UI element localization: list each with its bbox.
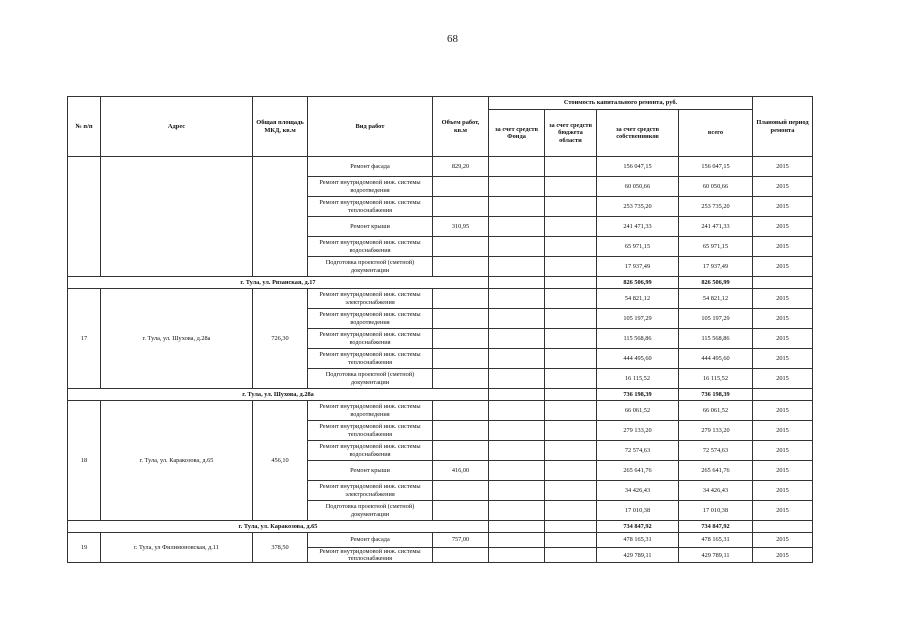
group-address: г. Тула, ул. Каракозова, д.65 [101, 401, 253, 521]
volume-cell [433, 349, 489, 369]
period-cell: 2015 [753, 309, 813, 329]
period-cell: 2015 [753, 401, 813, 421]
fund-cell [489, 197, 545, 217]
owners-cell: 105 197,29 [597, 309, 679, 329]
work-type-cell: Ремонт внутридомовой инж. системы водоснабжения [308, 329, 433, 349]
group-area: 456,10 [253, 401, 308, 521]
volume-cell: 310,95 [433, 217, 489, 237]
period-cell: 2015 [753, 177, 813, 197]
owners-cell: 65 971,15 [597, 237, 679, 257]
period-cell: 2015 [753, 257, 813, 277]
owners-cell: 241 471,33 [597, 217, 679, 237]
volume-cell [433, 177, 489, 197]
region-cell [545, 501, 597, 521]
period-cell: 2015 [753, 481, 813, 501]
fund-cell [489, 157, 545, 177]
region-cell [545, 349, 597, 369]
total-cell: 253 735,20 [679, 197, 753, 217]
total-cell: 265 641,76 [679, 461, 753, 481]
work-type-cell: Ремонт фасада [308, 533, 433, 548]
period-cell: 2015 [753, 157, 813, 177]
volume-cell [433, 369, 489, 389]
total-cell: 279 133,20 [679, 421, 753, 441]
fund-cell [489, 548, 545, 563]
subtotal-fund-cell [489, 389, 545, 401]
header-volume: Объем работ, кв.м [433, 97, 489, 157]
region-cell [545, 217, 597, 237]
owners-cell: 253 735,20 [597, 197, 679, 217]
fund-cell [489, 257, 545, 277]
subtotal-label: г. Тула, ул. Рязанская, д.17 [68, 277, 489, 289]
total-cell: 241 471,33 [679, 217, 753, 237]
owners-cell: 60 050,66 [597, 177, 679, 197]
volume-cell [433, 289, 489, 309]
header-num: № п/п [68, 97, 101, 157]
subtotal-region-cell [545, 521, 597, 533]
table-row [68, 289, 813, 309]
total-cell: 156 047,15 [679, 157, 753, 177]
work-type-cell: Подготовка проектной (сметной) документации [308, 501, 433, 521]
subtotal-period-cell [753, 521, 813, 533]
fund-cell [489, 441, 545, 461]
subtotal-region-cell [545, 277, 597, 289]
subtotal-owners: 826 506,99 [597, 277, 679, 289]
total-cell: 444 495,60 [679, 349, 753, 369]
work-type-cell: Подготовка проектной (сметной) документации [308, 257, 433, 277]
fund-cell [489, 349, 545, 369]
subtotal-fund-cell [489, 521, 545, 533]
header-period: Плановый период ремонта [753, 97, 813, 157]
period-cell: 2015 [753, 369, 813, 389]
period-cell: 2015 [753, 237, 813, 257]
work-type-cell: Ремонт внутридомовой инж. системы теплоснабжения [308, 548, 433, 563]
region-cell [545, 421, 597, 441]
subtotal-period-cell [753, 389, 813, 401]
period-cell: 2015 [753, 501, 813, 521]
region-cell [545, 548, 597, 563]
total-cell: 17 937,49 [679, 257, 753, 277]
volume-cell [433, 421, 489, 441]
fund-cell [489, 369, 545, 389]
subtotal-row [68, 521, 813, 533]
group-area: 378,50 [253, 533, 308, 563]
group-num [68, 157, 101, 277]
subtotal-label: г. Тула, ул. Каракозова, д.65 [68, 521, 489, 533]
table-row [68, 533, 813, 548]
work-type-cell: Ремонт крыши [308, 461, 433, 481]
owners-cell: 279 133,20 [597, 421, 679, 441]
total-cell: 66 061,52 [679, 401, 753, 421]
region-cell [545, 177, 597, 197]
region-cell [545, 257, 597, 277]
region-cell [545, 369, 597, 389]
subtotal-owners: 734 847,92 [597, 521, 679, 533]
fund-cell [489, 237, 545, 257]
owners-cell: 66 061,52 [597, 401, 679, 421]
subtotal-row [68, 389, 813, 401]
work-type-cell: Ремонт внутридомовой инж. системы водоотведения [308, 401, 433, 421]
owners-cell: 34 426,43 [597, 481, 679, 501]
group-num: 17 [68, 289, 101, 389]
group-address [101, 157, 253, 277]
group-num: 19 [68, 533, 101, 563]
header-owners: за счет средств собственников [597, 110, 679, 157]
period-cell: 2015 [753, 349, 813, 369]
owners-cell: 17 937,49 [597, 257, 679, 277]
volume-cell [433, 548, 489, 563]
volume-cell: 416,00 [433, 461, 489, 481]
region-cell [545, 481, 597, 501]
region-cell [545, 237, 597, 257]
owners-cell: 115 568,86 [597, 329, 679, 349]
fund-cell [489, 177, 545, 197]
fund-cell [489, 309, 545, 329]
work-type-cell: Ремонт крыши [308, 217, 433, 237]
region-cell [545, 401, 597, 421]
work-type-cell: Ремонт внутридомовой инж. системы водоотведения [308, 309, 433, 329]
table-body [68, 157, 813, 563]
subtotal-owners: 736 198,39 [597, 389, 679, 401]
group-address: г. Тула, ул. Шухова, д.28а [101, 289, 253, 389]
region-cell [545, 533, 597, 548]
total-cell: 429 789,11 [679, 548, 753, 563]
total-cell: 60 050,66 [679, 177, 753, 197]
work-type-cell: Ремонт внутридомовой инж. системы электроснабжения [308, 481, 433, 501]
fund-cell [489, 217, 545, 237]
volume-cell [433, 257, 489, 277]
owners-cell: 72 574,63 [597, 441, 679, 461]
region-cell [545, 441, 597, 461]
table-header [68, 97, 813, 157]
period-cell: 2015 [753, 289, 813, 309]
fund-cell [489, 401, 545, 421]
total-cell: 16 115,52 [679, 369, 753, 389]
work-type-cell: Ремонт внутридомовой инж. системы теплоснабжения [308, 349, 433, 369]
subtotal-fund-cell [489, 277, 545, 289]
period-cell: 2015 [753, 421, 813, 441]
group-area: 726,30 [253, 289, 308, 389]
volume-cell [433, 501, 489, 521]
group-area [253, 157, 308, 277]
owners-cell: 54 821,12 [597, 289, 679, 309]
owners-cell: 156 047,15 [597, 157, 679, 177]
volume-cell: 829,20 [433, 157, 489, 177]
fund-cell [489, 289, 545, 309]
work-type-cell: Ремонт внутридомовой инж. системы теплоснабжения [308, 421, 433, 441]
subtotal-total: 734 847,92 [679, 521, 753, 533]
fund-cell [489, 461, 545, 481]
table-row [68, 157, 813, 177]
header-work-type: Вид работ [308, 97, 433, 157]
region-cell [545, 461, 597, 481]
owners-cell: 16 115,52 [597, 369, 679, 389]
header-fund: за счет средств Фонда [489, 110, 545, 157]
fund-cell [489, 501, 545, 521]
work-type-cell: Ремонт внутридомовой инж. системы электроснабжения [308, 289, 433, 309]
period-cell: 2015 [753, 217, 813, 237]
page-number: 68 [447, 33, 458, 45]
header-region: за счет средств бюджета области [545, 110, 597, 157]
header-cost-group: Стоимость капитального ремонта, руб. [489, 97, 753, 110]
volume-cell [433, 197, 489, 217]
owners-cell: 478 165,31 [597, 533, 679, 548]
fund-cell [489, 421, 545, 441]
volume-cell [433, 309, 489, 329]
period-cell: 2015 [753, 533, 813, 548]
period-cell: 2015 [753, 441, 813, 461]
owners-cell: 429 789,11 [597, 548, 679, 563]
work-type-cell: Ремонт внутридомовой инж. системы водоснабжения [308, 237, 433, 257]
total-cell: 54 821,12 [679, 289, 753, 309]
region-cell [545, 197, 597, 217]
total-cell: 34 426,43 [679, 481, 753, 501]
total-cell: 72 574,63 [679, 441, 753, 461]
total-cell: 115 568,86 [679, 329, 753, 349]
group-num: 18 [68, 401, 101, 521]
owners-cell: 265 641,76 [597, 461, 679, 481]
volume-cell [433, 401, 489, 421]
region-cell [545, 309, 597, 329]
fund-cell [489, 329, 545, 349]
work-type-cell: Подготовка проектной (сметной) документации [308, 369, 433, 389]
subtotal-label: г. Тула, ул. Шухова, д.28а [68, 389, 489, 401]
total-cell: 17 010,38 [679, 501, 753, 521]
total-cell: 478 165,31 [679, 533, 753, 548]
region-cell [545, 157, 597, 177]
work-type-cell: Ремонт внутридомовой инж. системы водоотведения [308, 177, 433, 197]
owners-cell: 444 495,60 [597, 349, 679, 369]
volume-cell [433, 481, 489, 501]
subtotal-region-cell [545, 389, 597, 401]
volume-cell [433, 237, 489, 257]
repair-cost-table [67, 96, 813, 563]
owners-cell: 17 010,38 [597, 501, 679, 521]
region-cell [545, 329, 597, 349]
period-cell: 2015 [753, 329, 813, 349]
volume-cell [433, 441, 489, 461]
header-total: всего [679, 110, 753, 157]
subtotal-total: 736 198,39 [679, 389, 753, 401]
period-cell: 2015 [753, 197, 813, 217]
subtotal-row [68, 277, 813, 289]
total-cell: 105 197,29 [679, 309, 753, 329]
volume-cell [433, 329, 489, 349]
volume-cell: 757,00 [433, 533, 489, 548]
work-type-cell: Ремонт внутридомовой инж. системы водоснабжения [308, 441, 433, 461]
group-address: г. Тула, ул Филимоновская, д.11 [101, 533, 253, 563]
header-area: Общая площадь МКД, кв.м [253, 97, 308, 157]
fund-cell [489, 481, 545, 501]
period-cell: 2015 [753, 461, 813, 481]
work-type-cell: Ремонт фасада [308, 157, 433, 177]
period-cell: 2015 [753, 548, 813, 563]
region-cell [545, 289, 597, 309]
header-address: Адрес [101, 97, 253, 157]
work-type-cell: Ремонт внутридомовой инж. системы теплоснабжения [308, 197, 433, 217]
table-row [68, 401, 813, 421]
total-cell: 65 971,15 [679, 237, 753, 257]
subtotal-total: 826 506,99 [679, 277, 753, 289]
subtotal-period-cell [753, 277, 813, 289]
fund-cell [489, 533, 545, 548]
